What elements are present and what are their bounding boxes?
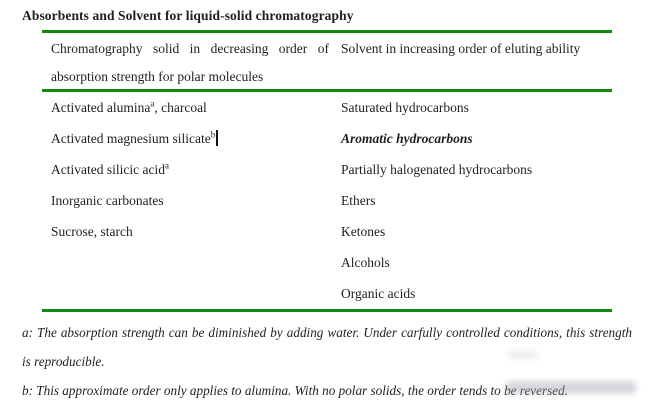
solvent-cell — [341, 123, 612, 154]
solvent-text: Aromatic hydrocarbons — [341, 131, 473, 146]
footnotes — [22, 318, 632, 405]
solvent-cell — [341, 92, 612, 123]
absorbent-cell — [42, 154, 341, 185]
absorbent-cell — [42, 123, 341, 154]
absorbent-text: Sucrose, starch — [51, 224, 133, 239]
solvent-text: Organic acids — [341, 286, 416, 301]
solvent-text: Alcohols — [341, 255, 390, 270]
footnote-marker: a — [150, 98, 155, 109]
solvent-text: Ketones — [341, 224, 386, 239]
solvent-cell — [341, 278, 612, 309]
solvent-cell — [341, 216, 612, 247]
absorbent-text: Inorganic carbonates — [51, 193, 164, 208]
solvent-text: Partially halogenated hydrocarbons — [341, 162, 533, 177]
absorbents-solvents-table — [42, 30, 612, 312]
column-header-solvents: Solvent in increasing order of eluting ability — [341, 41, 581, 56]
table-row — [42, 123, 612, 154]
absorbent-cell — [42, 92, 341, 123]
absorbent-text: Activated silicic acid — [51, 162, 165, 177]
solvent-cell — [341, 154, 612, 185]
absorbent-cell — [42, 216, 341, 247]
table-body — [42, 92, 612, 309]
solvent-cell — [341, 247, 612, 278]
absorbent-text: Activated alumina — [51, 100, 151, 115]
footnote-marker: b — [210, 129, 216, 140]
solvent-cell — [341, 185, 612, 216]
absorbent-cell — [42, 278, 341, 309]
absorbent-text: Activated magnesium silicate — [51, 131, 211, 146]
solvent-text: Ethers — [341, 193, 376, 208]
absorbent-cell — [42, 185, 341, 216]
table-row — [42, 278, 612, 309]
footnote-b: b: This approximate order only applies to alumina. With no polar solids, the order tends to be reversed. — [22, 383, 569, 398]
table-header-row — [42, 33, 612, 89]
table-row — [42, 185, 612, 216]
absorbent-text-rest: , charcoal — [154, 100, 207, 115]
column-header-absorbents: Chromatography solid in decreasing order of absorption strength for polar molecules — [51, 41, 329, 84]
absorbent-cell — [42, 247, 341, 278]
solvent-text: Saturated hydrocarbons — [341, 100, 469, 115]
table-row — [42, 154, 612, 185]
table-row — [42, 92, 612, 123]
page-title: Absorbents and Solvent for liquid-solid chromatography — [22, 8, 354, 23]
footnote-a: a: The absorption strength can be diminished by adding water. Under carfully controlled conditions, this strength is reproducible. — [22, 325, 632, 369]
table-row — [42, 216, 612, 247]
table-bottom-rule — [42, 309, 612, 312]
table-row — [42, 247, 612, 278]
footnote-marker: a — [164, 160, 169, 171]
text-cursor — [216, 130, 218, 146]
